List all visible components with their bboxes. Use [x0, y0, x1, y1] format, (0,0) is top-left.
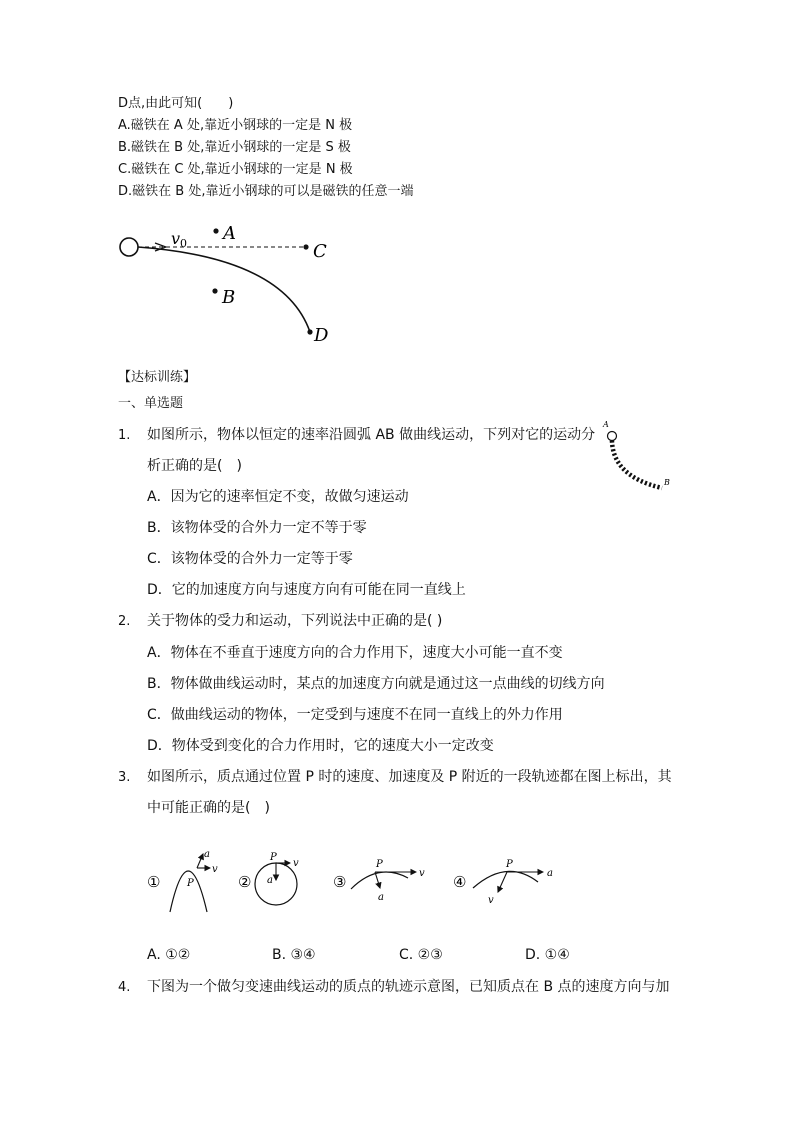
diagram-2-v-label: v [293, 858, 299, 869]
point-d-dot [307, 329, 312, 334]
question-3-number: 3. [118, 770, 131, 785]
point-c-dot [303, 244, 308, 249]
question-4-number: 4. [118, 980, 131, 995]
arc-start-ball [608, 432, 617, 441]
intro-option-a: A.磁铁在 A 处,靠近小钢球的一定是 N 极 [118, 118, 353, 133]
diagram-2-p-label: P [270, 852, 277, 863]
point-a-dot [213, 228, 218, 233]
diagram-1-p-label: P [187, 878, 194, 889]
v0-label: v0 [171, 229, 188, 250]
diagram-1-v-label: v [212, 864, 218, 875]
question-1-stem-line2: 析正确的是( ) [147, 458, 242, 474]
diagram-4-a-label: a [547, 868, 553, 879]
diagram-3-accel-arrow [375, 872, 380, 888]
diagram-1-a-label: a [204, 849, 210, 860]
intro-option-d: D.磁铁在 B 处,靠近小钢球的可以是磁铁的任意一端 [118, 184, 414, 199]
diagram-4-curve [473, 871, 538, 888]
diagram-2-number: ② [238, 873, 252, 891]
intro-stem-tail: D点,由此可知( ) [118, 96, 234, 111]
question-4-stem-line1: 下图为一个做匀变速曲线运动的质点的轨迹示意图，已知质点在 B 点的速度方向与加 [147, 979, 670, 995]
question-1-stem-line1: 如图所示，物体以恒定的速率沿圆弧 AB 做曲线运动，下列对它的运动分 [147, 427, 596, 443]
diagram-4-p-label: P [506, 859, 513, 870]
question-1-option-c: C．该物体受的合外力一定等于零 [147, 551, 353, 567]
question-2-stem: 关于物体的受力和运动，下列说法中正确的是( ) [147, 613, 443, 629]
diagram-3-p-label: P [376, 859, 383, 870]
question-3-stem-line2: 中可能正确的是( ) [147, 800, 270, 816]
point-c-label: C [313, 241, 327, 262]
intro-trajectory-figure [110, 215, 340, 350]
diagram-1-number: ① [147, 873, 161, 891]
question-3-choice-c: C. ②③ [399, 947, 443, 963]
diagram-3-v-label: v [419, 868, 425, 879]
point-b-dot [212, 288, 217, 293]
point-a-label: A [223, 223, 236, 244]
diagram-2-a-label: a [267, 875, 273, 886]
question-1-option-d: D．它的加速度方向与速度方向有可能在同一直线上 [147, 582, 466, 598]
question-2-number: 2. [118, 614, 131, 629]
section-subheading: 一、单选题 [118, 396, 184, 411]
question-3-stem-line1: 如图所示，质点通过位置 P 时的速度、加速度及 P 附近的一段轨迹都在图上标出，其 [147, 769, 672, 785]
intro-option-c: C.磁铁在 C 处,靠近小钢球的一定是 N 极 [118, 162, 353, 177]
question-3-choice-b: B. ③④ [272, 947, 316, 963]
question-3-choice-a: A. ①② [147, 947, 191, 963]
question-2-option-a: A．物体在不垂直于速度方向的合力作用下，速度大小可能一直不变 [147, 645, 563, 661]
arc-label-a: A [603, 420, 609, 429]
question-1-option-a: A．因为它的速率恒定不变，故做匀速运动 [147, 489, 409, 505]
question-2-option-d: D．物体受到变化的合力作用时，它的速度大小一定改变 [147, 738, 494, 754]
arc-ab [612, 436, 662, 488]
question-1-option-b: B．该物体受的合外力一定不等于零 [147, 520, 367, 536]
diagram-1-accel-arrow [197, 854, 203, 868]
diagram-3-number: ③ [333, 873, 347, 891]
question-2-option-c: C．做曲线运动的物体，一定受到与速度不在同一直线上的外力作用 [147, 707, 563, 723]
diagram-1 [147, 849, 218, 912]
intro-option-b: B.磁铁在 B 处,靠近小钢球的一定是 S 极 [118, 140, 351, 155]
point-d-label: D [314, 325, 329, 346]
question-1-number: 1. [118, 428, 131, 443]
question-1-arc-figure [598, 418, 678, 493]
diagram-3-a-label: a [378, 892, 384, 903]
diagram-3 [333, 859, 425, 903]
diagram-2 [238, 852, 299, 905]
diagram-4-number: ④ [453, 873, 467, 891]
point-b-label: B [222, 287, 236, 308]
steel-ball [120, 238, 138, 256]
diagram-4-v-label: v [488, 895, 494, 906]
diagram-4 [453, 859, 553, 906]
question-2-option-b: B．物体做曲线运动时，某点的加速度方向就是通过这一点曲线的切线方向 [147, 676, 605, 692]
diagram-4-velocity-arrow [498, 872, 507, 892]
section-heading: 【达标训练】 [118, 370, 197, 385]
question-3-diagrams [140, 840, 580, 920]
arc-label-b: B [664, 478, 670, 487]
question-3-choice-d: D. ①④ [525, 947, 570, 963]
